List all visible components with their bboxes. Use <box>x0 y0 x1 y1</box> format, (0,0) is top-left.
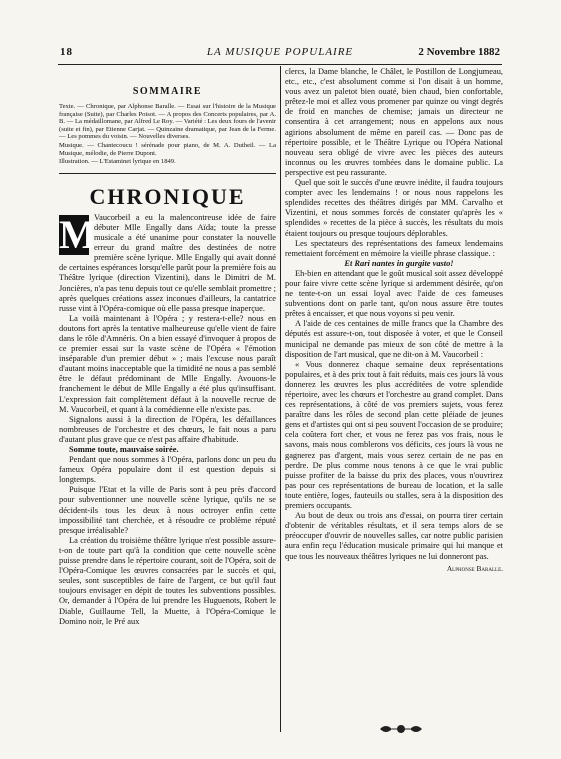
paragraph: Eh-bien en attendant que le goût musical soit assez développé pour faire vivre cette scène lyrique si ardemment désirée, qu'on ne tente-t-on un essai loyal avec l'aide de ces fameuses subventions dont on parle tant, qu'on nous assure être toutes prêtes à encaisser, et que nous voyons si peu venir. <box>285 268 503 319</box>
sommaire-texte: Texte. — Chronique, par Alphonse Baralle. — Essai sur l'histoire de la Musique française (Suite), par Charles Poisot. — A propos des Concerts populaires, par A. B. — La médaillomane, par Alfred Le Roy. — Variété : Les deux fours de l'avenir (suite et fin), par Etienne Carjat. — Quinzaine dramatique, par Jean de la Ferme. — Les pommes du voisin. — Nouvelles diverses. <box>59 103 276 141</box>
page-number: 18 <box>60 46 73 58</box>
paragraph: Vaucorbeil a eu la malencontreuse idée de faire débuter Mlle Engally dans Aïda; toute la presse musicale a été unanime pour constater la nouvelle erreur du grand maître des destinées de notre première scène lyrique. Mlle Engally qui avait donné de certaines espérances lorsqu'elle parût pour la première fois au Théâtre lyrique (direction Vizentini), dans le Dimitri de M. Joncières, n'a pas tenu depuis tout ce qu'elle semblait promettre ; après quelques créations assez inconues d'ailleurs, la cantatrice russe vint à l'Opéra-comique où elle passa presque inaperçue. <box>59 212 276 313</box>
chronique-title: CHRONIQUE <box>89 183 246 209</box>
sommaire-musique: Musique. — Chantecoucu ! sérénade pour piano, de M. A. Dutheil. — La Musique, mélodie, de Pierre Dupont. <box>59 142 276 157</box>
paragraph: Somme toute, mauvaise soirée. <box>69 445 179 454</box>
drop-cap: M <box>59 211 97 257</box>
left-column <box>59 67 276 627</box>
ornament-icon <box>378 722 424 736</box>
column-divider <box>280 66 281 732</box>
sommaire-title: SOMMAIRE <box>132 86 203 97</box>
paragraph: Les spectateurs des représentations des fameux lendemains remettaient forcément en mémoire la vieille phrase classique. : <box>285 238 503 258</box>
journal-title: LA MUSIQUE POPULAIRE <box>206 46 354 58</box>
paragraph: Au bout de deux ou trois ans d'essai, on pourra tirer certain d'obtenir de véritables résultats, et il sera temps alors de se préoccuper d'ouvrir de nouvelles salles, car notre public parisien aura enfin reçu l'éducation musicale primaire qui lui manque et que tous les nouveaux théâtres lyriques ne lui donneront pas. <box>285 511 503 561</box>
paragraph: A l'aide de ces centaines de mille francs que la Chambre des députés est assure-t-on, tout disposée à voter, et que le Conseil municipal ne demande pas mieux de son côté de mettre à la disposition de l'art musical, que ne dit-on à M. Vaucorbeil : <box>285 319 503 359</box>
paragraph: « Vous donnerez chaque semaine deux représentations populaires, et à des prix tout à fait réduits, mais ces jours là vous donnerez les œuvres les plus accréditées de votre splendide répertoire, avec les chœurs et l'orchestre au grand complet. Dans ces représentations, à côté de vos premiers sujets, vous ferez paraître dans les rôles de second plan cette pléiade de jeunes gens et d'artistes qui ont si peu souvent l'occasion de se produire; cela coûtera fort cher, et vous ne ferez pas vos frais, nous le savons, mais nous comblerons vos déficits, ces jours là vous ne gagnerez pas d'argent, mais vous serez certain de ne pas en perdre. De plus comme nous tenons à ce que le vrai public puisse profiter de la baisse du prix des places, vous n'ouvrirez pas pour ces représentations de bureau de location, et la salle toute entière, loges, fauteuils ou stalles, sera à la disposition des premiers occupants. <box>285 359 503 511</box>
paragraph: La voilà maintenant à l'Opéra ; y restera-t-elle? nous en doutons fort après la tentative malheureuse qu'elle vient de faire dans le rôle d'Amnéris. On a bien essayé d'invoquer à propos de ce premier essai sur la vaste scène de l'Opéra « l'émotion inséparable d'un premier début » ; mais l'excuse nous paraît d'autant moins inacceptable que la timidité ne nous a pas semblé être le défaut prédominant de Mlle Engally. Avouons-le franchement le début de Mlle Engally a été plus qu'insuffisant. L'expression fait complètement défaut à la nouvelle recrue de M. Vaucorbeil, et quant à la comédienne elle n'existe pas. <box>59 313 276 414</box>
issue-date: 2 Novembre 1882 <box>418 46 500 58</box>
paragraph: Quel que soit le succès d'une œuvre inédite, il faudra toujours compter avec les lendemains ! or nous nous rappelons les splendides recettes des théâtres dirigés par MM. Carvalho et Vizentini, et nous sommes forcés de constater qu'après les « splendides » recettes de la pièce à succès, les résultats du mois étaient toujours ou presque toujours déplorables. <box>285 178 503 238</box>
paragraph: Signalons aussi à la direction de l'Opéra, les défaillances nombreuses de l'orchestre et des chœurs, le fait nous a paru d'autant plus grave que ce n'est pas affaire d'habitude. <box>59 414 276 444</box>
right-column <box>285 67 503 574</box>
header-rule <box>58 64 502 65</box>
sommaire-block <box>59 103 276 166</box>
paragraph: La création du troisième théâtre lyrique n'est possible assure-t-on de toute part qu'à la condition que cette nouvelle scène puisse prendre dans le répertoire courant, soit de l'Opéra, soit de l'Opéra-Comique les œuvres consacrées par le succès et qui, seules, sont susceptibles de faire de l'argent, ce but qu'il faut toujours envisager en dépit de toutes les subventions possibles. Or, demander à l'Opéra de lui prendre les Huguenots, Robert le Diable, Guillaume Tell, la Muette, à l'Opéra-Comique le Domino noir, le Pré aux <box>59 535 276 626</box>
page-header <box>60 46 500 60</box>
latin-quote: Et Rari nantes in gurgite vasto! <box>344 258 454 268</box>
sommaire-illustration: Illustration. — L'Estaminet lyrique en 1849. <box>59 158 176 166</box>
paragraph: Puisque l'Etat et la ville de Paris sont à peu près d'accord pour subventionner une nouvelle scène lyrique, qu'ils ne se décident-ils tous les deux à nous octroyer enfin cette impossibilité tant cherchée, et à résoudre ce problème réputé presque irréalisable? <box>59 485 276 535</box>
paragraph: clercs, la Dame blanche, le Châlet, le Postillon de Longjumeau, etc., etc., c'est absolument comme si l'on disait à un homme, vous avez un paletot bien ouaté, bien chaud, bien confortable, prêtez-le moi et allez vous promener par quinze ou vingt degrés de froid en manches de chemise; jamais un directeur ne consentira à cet arrangement; nous en appelons aux nous agirions absolument de même en pareil cas. — Donc pas de répertoire possible, et le Théâtre Lyrique ou l'Opéra National nouveau sera obligé de vivre avec les pièces des auteurs inconnus ou les œuvres tombées dans le domaine public. La perspective est peu rassurante. <box>285 67 503 177</box>
paragraph: Pendant que nous sommes à l'Opéra, parlons donc un peu du fameux Opéra populaire dont il est question depuis si longtemps. <box>59 455 276 485</box>
sommaire-rule <box>59 173 276 174</box>
author-signature: Alphonse Baralle. <box>446 563 503 573</box>
